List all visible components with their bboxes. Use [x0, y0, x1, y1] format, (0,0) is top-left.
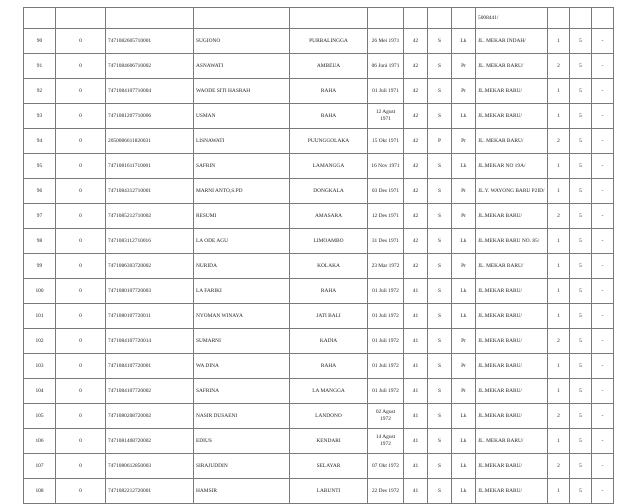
address-cell: JL.MEKAR BARU/	[476, 104, 548, 129]
col13-cell: -	[592, 204, 614, 229]
col11-cell: 2	[548, 204, 570, 229]
nik-cell: 7471084107720002	[106, 379, 194, 404]
name-cell: WA DINA	[194, 354, 290, 379]
col12-cell: 5	[570, 29, 592, 54]
name-cell: NURIDA	[194, 254, 290, 279]
name-cell: WAODE SITI HASRAH	[194, 79, 290, 104]
col13-cell: -	[592, 404, 614, 429]
table-row	[24, 179, 614, 204]
address-cell: JL.MEKAR NO 19A/	[476, 154, 548, 179]
row-number-cell: 92	[24, 79, 56, 104]
code-cell: 0	[56, 404, 106, 429]
code-cell: 0	[56, 454, 106, 479]
code-cell: 0	[56, 479, 106, 504]
col11-cell: 2	[548, 454, 570, 479]
sex-cell: Pr	[452, 329, 476, 354]
row-number-cell: 103	[24, 354, 56, 379]
sex-cell: Lk	[452, 154, 476, 179]
nik-cell: 7471082605710001	[106, 29, 194, 54]
sex-cell: Pr	[452, 54, 476, 79]
code-cell: 0	[56, 29, 106, 54]
status-cell: S	[428, 329, 452, 354]
col11-cell: 1	[548, 254, 570, 279]
col11-cell: 2	[548, 129, 570, 154]
birthplace-cell: LAMANGGA	[290, 154, 368, 179]
col11-cell: 1	[548, 354, 570, 379]
col13-cell: -	[592, 154, 614, 179]
address-cell: JL.MEKAR BARU/	[476, 304, 548, 329]
col11-cell: 1	[548, 229, 570, 254]
status-cell: S	[428, 454, 452, 479]
col13-cell: -	[592, 104, 614, 129]
sex-cell: Pr	[452, 254, 476, 279]
col11-cell: 2	[548, 329, 570, 354]
row-number-cell: 102	[24, 329, 56, 354]
birthdate-cell: 03 Des 1971	[368, 179, 404, 204]
row-number-cell: 105	[24, 404, 56, 429]
address-cell: JL. MEKAR INDAH/	[476, 29, 548, 54]
name-cell: SUGIONO	[194, 29, 290, 54]
code-cell: 0	[56, 254, 106, 279]
status-cell: S	[428, 104, 452, 129]
birthplace-cell: LANDONO	[290, 404, 368, 429]
row-number-cell: 99	[24, 254, 56, 279]
address-cell: JL.MEKAR BARU NO. 85/	[476, 229, 548, 254]
birthdate-cell: 01 Juli 1972	[368, 354, 404, 379]
birthdate-cell: 15 Okt 1971	[368, 129, 404, 154]
birthdate-cell: 12 Des 1971	[368, 204, 404, 229]
row-number-cell: 106	[24, 429, 56, 454]
code-cell: 0	[56, 304, 106, 329]
code-cell: 0	[56, 54, 106, 79]
col12-cell: 5	[570, 304, 592, 329]
row-number-cell: 100	[24, 279, 56, 304]
birthdate-cell: 23 Mar 1972	[368, 254, 404, 279]
birthplace-cell: RAHA	[290, 79, 368, 104]
table-row	[24, 54, 614, 79]
col11-cell: 1	[548, 79, 570, 104]
sex-cell: Pr	[452, 79, 476, 104]
address-cell: JL.MEKAR BARU/	[476, 479, 548, 504]
col11-cell: 1	[548, 479, 570, 504]
col12-cell: 5	[570, 479, 592, 504]
col11-cell: 1	[548, 429, 570, 454]
col12-cell: 5	[570, 354, 592, 379]
row-number-cell: 108	[24, 479, 56, 504]
col13-cell: -	[592, 329, 614, 354]
col13-cell: -	[592, 254, 614, 279]
col13-cell: -	[592, 304, 614, 329]
status-cell: S	[428, 254, 452, 279]
col12-cell: 5	[570, 104, 592, 129]
birthdate-cell: 14 Agust 1972	[368, 429, 404, 454]
code-cell: 0	[56, 354, 106, 379]
name-cell: SUMARNI	[194, 329, 290, 354]
birthplace-cell: PURBALINGGA	[290, 29, 368, 54]
birthdate-cell: 12 Agust 1971	[368, 104, 404, 129]
table-row	[24, 479, 614, 504]
birthplace-cell: PUUNGGOLAKA	[290, 129, 368, 154]
col12-cell: 5	[570, 54, 592, 79]
birthplace-cell: RAHA	[290, 279, 368, 304]
birthdate-cell: 01 Juli 1971	[368, 79, 404, 104]
age-cell: 42	[404, 229, 428, 254]
sex-cell: Lk	[452, 479, 476, 504]
table-row	[24, 329, 614, 354]
col12-cell: 5	[570, 79, 592, 104]
sex-cell: Lk	[452, 229, 476, 254]
birthdate-cell: 16 Nov 1971	[368, 154, 404, 179]
table-row	[24, 304, 614, 329]
birthplace-cell: LA MANGGA	[290, 379, 368, 404]
col13-cell: -	[592, 54, 614, 79]
address-cell: JL. MEKAR BARU/	[476, 129, 548, 154]
birthdate-cell: 01 Juli 1972	[368, 379, 404, 404]
birthplace-cell: KADIA	[290, 329, 368, 354]
col12-cell: 5	[570, 204, 592, 229]
col11-cell: 1	[548, 279, 570, 304]
code-cell: 0	[56, 279, 106, 304]
col13-cell: -	[592, 229, 614, 254]
name-cell: RESUMI	[194, 204, 290, 229]
sex-cell: Lk	[452, 304, 476, 329]
table-row	[24, 154, 614, 179]
table-row	[24, 379, 614, 404]
status-cell: S	[428, 29, 452, 54]
col12-cell: 5	[570, 429, 592, 454]
address-cell: JL. MEKAR BARU/	[476, 254, 548, 279]
name-cell: EDIUS	[194, 429, 290, 454]
address-cell: JL.MEKAR BARU/	[476, 354, 548, 379]
address-cell: JL.Y. WAYONG BARU P2ID/	[476, 179, 548, 204]
address-cell: JL.MEKAR BARU/	[476, 404, 548, 429]
nik-cell: 7471083112710016	[106, 229, 194, 254]
age-cell: 41	[404, 429, 428, 454]
row-number-cell: 104	[24, 379, 56, 404]
col12-cell: 5	[570, 179, 592, 204]
birthplace-cell: RAHA	[290, 104, 368, 129]
birthplace-cell: RAHA	[290, 354, 368, 379]
name-cell: LISNAWATI	[194, 129, 290, 154]
code-cell: 0	[56, 229, 106, 254]
address-cell: JL. MEKAR BARU/	[476, 54, 548, 79]
col13-cell: -	[592, 429, 614, 454]
col13-cell: -	[592, 179, 614, 204]
sex-cell: Pr	[452, 354, 476, 379]
table-body	[24, 8, 614, 504]
col12-cell: 5	[570, 329, 592, 354]
col12-cell: 5	[570, 129, 592, 154]
code-cell: 0	[56, 179, 106, 204]
nik-cell: 7471084107720014	[106, 329, 194, 354]
age-cell: 41	[404, 479, 428, 504]
table-row	[24, 29, 614, 54]
age-cell: 42	[404, 129, 428, 154]
birthdate-cell: 06 Juni 1971	[368, 54, 404, 79]
col11-cell: 2	[548, 54, 570, 79]
table-row	[24, 229, 614, 254]
name-cell: SAFRINA	[194, 379, 290, 404]
voter-table	[23, 7, 614, 504]
age-cell: 42	[404, 179, 428, 204]
status-cell: S	[428, 429, 452, 454]
age-cell: 42	[404, 29, 428, 54]
sex-cell: Lk	[452, 29, 476, 54]
nik-cell: 7471085212710002	[106, 204, 194, 229]
col12-cell: 5	[570, 254, 592, 279]
status-cell: S	[428, 304, 452, 329]
col13-cell: -	[592, 79, 614, 104]
address-cell: 5008441/	[476, 8, 548, 29]
nik-cell: 7471080107720011	[106, 304, 194, 329]
col13-cell: -	[592, 479, 614, 504]
age-cell: 41	[404, 304, 428, 329]
status-cell: S	[428, 229, 452, 254]
sex-cell: Lk	[452, 454, 476, 479]
col13-cell: -	[592, 279, 614, 304]
status-cell: S	[428, 354, 452, 379]
code-cell: 0	[56, 329, 106, 354]
table-row	[24, 8, 614, 29]
table-row	[24, 429, 614, 454]
birthplace-cell: KOLAKA	[290, 254, 368, 279]
nik-cell: 7471082212720001	[106, 479, 194, 504]
table-row	[24, 404, 614, 429]
birthplace-cell: LIMOAMBO	[290, 229, 368, 254]
age-cell: 41	[404, 379, 428, 404]
age-cell: 42	[404, 204, 428, 229]
col12-cell: 5	[570, 454, 592, 479]
nik-cell: 7471080107720003	[106, 279, 194, 304]
row-number-cell: 98	[24, 229, 56, 254]
row-number-cell: 93	[24, 104, 56, 129]
nik-cell: 7471084107720001	[106, 354, 194, 379]
address-cell: JL.MEKAR BARU/	[476, 279, 548, 304]
age-cell: 41	[404, 454, 428, 479]
table-row	[24, 454, 614, 479]
sex-cell: Pr	[452, 179, 476, 204]
row-number-cell: 94	[24, 129, 56, 154]
row-number-cell: 107	[24, 454, 56, 479]
birthdate-cell: 01 Juli 1972	[368, 279, 404, 304]
table-row	[24, 79, 614, 104]
birthplace-cell: LABUNTI	[290, 479, 368, 504]
col11-cell: 1	[548, 104, 570, 129]
row-number-cell: 97	[24, 204, 56, 229]
table-row	[24, 279, 614, 304]
table-row	[24, 354, 614, 379]
row-number-cell: 96	[24, 179, 56, 204]
sex-cell: Lk	[452, 279, 476, 304]
nik-cell: 7471080208720002	[106, 404, 194, 429]
name-cell: MARNI ANTO,S.PD	[194, 179, 290, 204]
status-cell: S	[428, 379, 452, 404]
name-cell: ASNAWATI	[194, 54, 290, 79]
age-cell: 41	[404, 404, 428, 429]
status-cell: S	[428, 179, 452, 204]
sex-cell: Lk	[452, 104, 476, 129]
birthdate-cell: 31 Des 1971	[368, 229, 404, 254]
sex-cell: Pr	[452, 204, 476, 229]
name-cell: SAFRIN	[194, 154, 290, 179]
status-cell: S	[428, 204, 452, 229]
birthplace-cell: AMASARA	[290, 204, 368, 229]
address-cell: JL. MEKAR BARU/	[476, 429, 548, 454]
birthdate-cell: 22 Des 1972	[368, 479, 404, 504]
col11-cell: 1	[548, 179, 570, 204]
birthplace-cell: SELAYAR	[290, 454, 368, 479]
birthplace-cell: KENDARI	[290, 429, 368, 454]
age-cell: 41	[404, 329, 428, 354]
age-cell: 42	[404, 154, 428, 179]
row-number-cell: 101	[24, 304, 56, 329]
address-cell: JL.MEKAR BARU/	[476, 379, 548, 404]
name-cell: NASIR DUSAENI	[194, 404, 290, 429]
col11-cell: 1	[548, 154, 570, 179]
birthplace-cell: AMBEUA	[290, 54, 368, 79]
name-cell: SIRAJUDDIN	[194, 454, 290, 479]
code-cell: 0	[56, 104, 106, 129]
col12-cell: 5	[570, 279, 592, 304]
col12-cell: 5	[570, 229, 592, 254]
code-cell: 0	[56, 204, 106, 229]
code-cell: 0	[56, 79, 106, 104]
nik-cell: 2050086611820031	[106, 129, 194, 154]
age-cell: 41	[404, 279, 428, 304]
col13-cell: -	[592, 454, 614, 479]
table-row	[24, 104, 614, 129]
birthdate-cell: 02 Agust 1972	[368, 404, 404, 429]
col12-cell: 5	[570, 154, 592, 179]
nik-cell: 7471084107710004	[106, 79, 194, 104]
age-cell: 42	[404, 104, 428, 129]
col11-cell: 1	[548, 379, 570, 404]
address-cell: JL.MEKAR BARU/	[476, 204, 548, 229]
status-cell: S	[428, 154, 452, 179]
nik-cell: 7471084606710002	[106, 54, 194, 79]
age-cell: 42	[404, 79, 428, 104]
code-cell: 0	[56, 379, 106, 404]
col13-cell: -	[592, 354, 614, 379]
col12-cell: 5	[570, 404, 592, 429]
nik-cell: 7471084312710001	[106, 179, 194, 204]
table-row	[24, 204, 614, 229]
sex-cell: Lk	[452, 404, 476, 429]
nik-cell: 7471086303720002	[106, 254, 194, 279]
status-cell: S	[428, 279, 452, 304]
sex-cell: Lk	[452, 429, 476, 454]
row-number-cell: 90	[24, 29, 56, 54]
col12-cell: 5	[570, 379, 592, 404]
table-row	[24, 129, 614, 154]
birthdate-cell: 26 Mei 1971	[368, 29, 404, 54]
name-cell: USMAN	[194, 104, 290, 129]
name-cell: LA ODE AGU	[194, 229, 290, 254]
age-cell: 42	[404, 54, 428, 79]
row-number-cell: 95	[24, 154, 56, 179]
code-cell: 0	[56, 129, 106, 154]
code-cell: 0	[56, 154, 106, 179]
birthplace-cell: JATI BALI	[290, 304, 368, 329]
nik-cell: 7471081611710001	[106, 154, 194, 179]
name-cell: LA FARIKI	[194, 279, 290, 304]
name-cell: NYOMAN WINAYA	[194, 304, 290, 329]
address-cell: JL.MEKAR BARU/	[476, 454, 548, 479]
birthdate-cell: 07 Okt 1972	[368, 454, 404, 479]
age-cell: 41	[404, 354, 428, 379]
status-cell: S	[428, 404, 452, 429]
col13-cell: -	[592, 379, 614, 404]
birthdate-cell: 01 Juli 1972	[368, 304, 404, 329]
table-row	[24, 254, 614, 279]
status-cell: S	[428, 79, 452, 104]
col11-cell: 1	[548, 304, 570, 329]
address-cell: JL.MEKAR BARU/	[476, 329, 548, 354]
age-cell: 42	[404, 254, 428, 279]
nik-cell: 7471081408720002	[106, 429, 194, 454]
nik-cell: 7471081207710006	[106, 104, 194, 129]
row-number-cell: 91	[24, 54, 56, 79]
sex-cell: Pr	[452, 379, 476, 404]
col13-cell: -	[592, 29, 614, 54]
code-cell: 0	[56, 429, 106, 454]
name-cell: HAMSIR	[194, 479, 290, 504]
birthplace-cell: DONGKALA	[290, 179, 368, 204]
col13-cell: -	[592, 129, 614, 154]
status-cell: P	[428, 129, 452, 154]
nik-cell: 7471080612850003	[106, 454, 194, 479]
col11-cell: 2	[548, 404, 570, 429]
address-cell: JL.MEKAR BARU/	[476, 79, 548, 104]
status-cell: S	[428, 54, 452, 79]
birthdate-cell: 01 Juli 1972	[368, 329, 404, 354]
col11-cell: 1	[548, 29, 570, 54]
status-cell: S	[428, 479, 452, 504]
sex-cell: Pr	[452, 129, 476, 154]
